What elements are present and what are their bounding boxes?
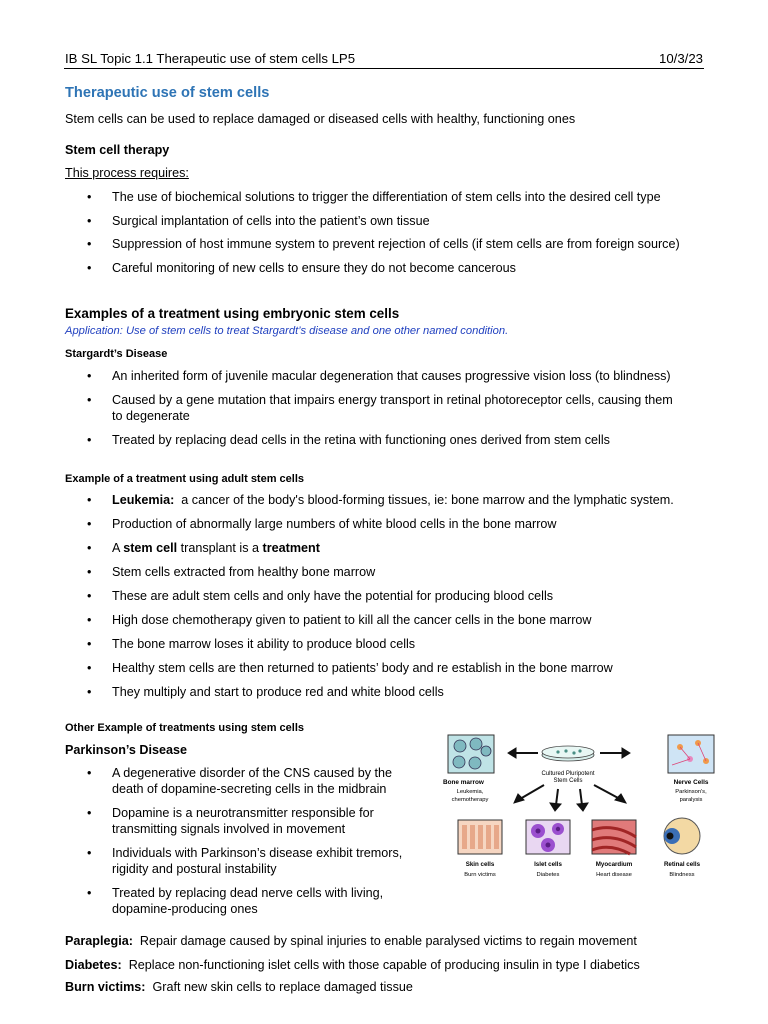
bone-marrow-sub1: Leukemia, (456, 789, 484, 795)
retinal-cells-image (664, 818, 700, 854)
list-item: • High dose chemotherapy given to patient to kill all the cancer cells in the bone marrow (65, 612, 674, 628)
petri-dish-image (542, 746, 594, 761)
list-item: • Treated by replacing dead nerve cells with living, dopamine-producing ones (65, 885, 402, 917)
stargardt-list (65, 368, 673, 448)
burn-victims-line: Burn victims: Graft new skin cells to replace damaged tissue (65, 980, 413, 994)
retinal-label: Retinal cells (663, 861, 701, 868)
center-label: Cultured Pluripotent (541, 771, 595, 777)
list-item: • Caused by a gene mutation that impairs energy transport in retinal photoreceptor cells, causing them (65, 392, 673, 408)
page-title: Therapeutic use of stem cells (65, 85, 270, 101)
therapy-heading: Stem cell therapy (65, 143, 170, 157)
list-item: • Dopamine is a neurotransmitter responsible for transmitting signals involved in movement (65, 805, 402, 837)
list-item: • Surgical implantation of cells into the patient’s own tissue (65, 213, 680, 229)
skin-cells-image (458, 820, 502, 854)
adult-heading: Example of a treatment using adult stem cells (65, 473, 305, 485)
nerve-sub2: paralysis (679, 797, 703, 803)
bone-marrow-sub2: chemotherapy (451, 797, 489, 803)
other-heading: Other Example of treatments using stem cells (65, 722, 305, 734)
list-item: • They multiply and start to produce red and white blood cells (65, 684, 674, 700)
embryonic-heading: Examples of a treatment using embryonic stem cells (65, 306, 400, 321)
parkinsons-heading: Parkinson’s Disease (65, 743, 188, 757)
list-item: • Production of abnormally large numbers of white blood cells in the bone marrow (65, 516, 674, 532)
nerve-cells-image (668, 735, 714, 773)
islet-sub: Diabetes (536, 872, 560, 878)
islet-label: Islet cells (534, 861, 562, 868)
header-date: 10/3/23 (659, 51, 703, 66)
myocardium-label: Myocardium (595, 861, 633, 868)
list-item: • The use of biochemical solutions to trigger the differentiation of stem cells into the desired cell type (65, 189, 680, 205)
list-item: • The bone marrow loses it ability to produce blood cells (65, 636, 674, 652)
islet-cells-image (526, 820, 570, 854)
header-title: IB SL Topic 1.1 Therapeutic use of stem cells LP5 (65, 51, 356, 66)
bone-marrow-label: Bone marrow (443, 779, 484, 786)
list-item-continuation: to degenerate (112, 409, 190, 423)
stem-cell-uses-diagram (440, 725, 730, 885)
nerve-sub1: Parkinson's, (675, 789, 707, 795)
list-item: • Treated by replacing dead cells in the retina with functioning ones derived from stem cells (65, 432, 673, 448)
list-item: • Healthy stem cells are then returned to patients’ body and re establish in the bone marrow (65, 660, 674, 676)
parkinsons-list (65, 765, 402, 917)
nerve-cells-label: Nerve Cells (673, 779, 709, 786)
center-label-2: Stem Cells (553, 778, 583, 784)
diabetes-line: Diabetes: Replace non-functioning islet cells with those capable of producing insulin in type I diabetics (65, 958, 640, 972)
adult-list (65, 492, 674, 700)
myocardium-image (592, 820, 636, 854)
list-item: • A stem cell transplant is a treatment (65, 540, 674, 556)
list-item: • A degenerative disorder of the CNS caused by the death of dopamine-secreting cells in the midbrain (65, 765, 402, 797)
page-header (64, 50, 704, 69)
application-note: Application: Use of stem cells to treat Stargardt’s disease and one other named condition. (65, 325, 509, 337)
paraplegia-line: Paraplegia: Repair damage caused by spinal injuries to enable paralysed victims to regain movement (65, 934, 637, 948)
therapy-list (65, 189, 680, 276)
list-item: • Stem cells extracted from healthy bone marrow (65, 564, 674, 580)
myocardium-sub: Heart disease (596, 872, 632, 878)
list-item: • An inherited form of juvenile macular degeneration that causes progressive vision loss (to blindness) (65, 368, 673, 384)
list-item: • Leukemia: a cancer of the body's blood-forming tissues, ie: bone marrow and the lymphatic system. (65, 492, 674, 508)
retinal-sub: Blindness (669, 872, 695, 878)
bone-marrow-image (448, 735, 494, 773)
list-item: • These are adult stem cells and only have the potential for producing blood cells (65, 588, 674, 604)
list-item: • Individuals with Parkinson’s disease exhibit tremors, rigidity and postural instability (65, 845, 402, 877)
requires-label: This process requires: (65, 166, 189, 180)
list-item: • Suppression of host immune system to prevent rejection of cells (if stem cells are from foreign source) (65, 236, 680, 252)
stargardt-heading: Stargardt’s Disease (65, 348, 168, 360)
intro-text: Stem cells can be used to replace damaged or diseased cells with healthy, functioning ones (65, 112, 576, 126)
skin-label: Skin cells (465, 861, 495, 868)
list-item: • Careful monitoring of new cells to ensure they do not become cancerous (65, 260, 680, 276)
skin-sub: Burn victims (464, 872, 496, 878)
